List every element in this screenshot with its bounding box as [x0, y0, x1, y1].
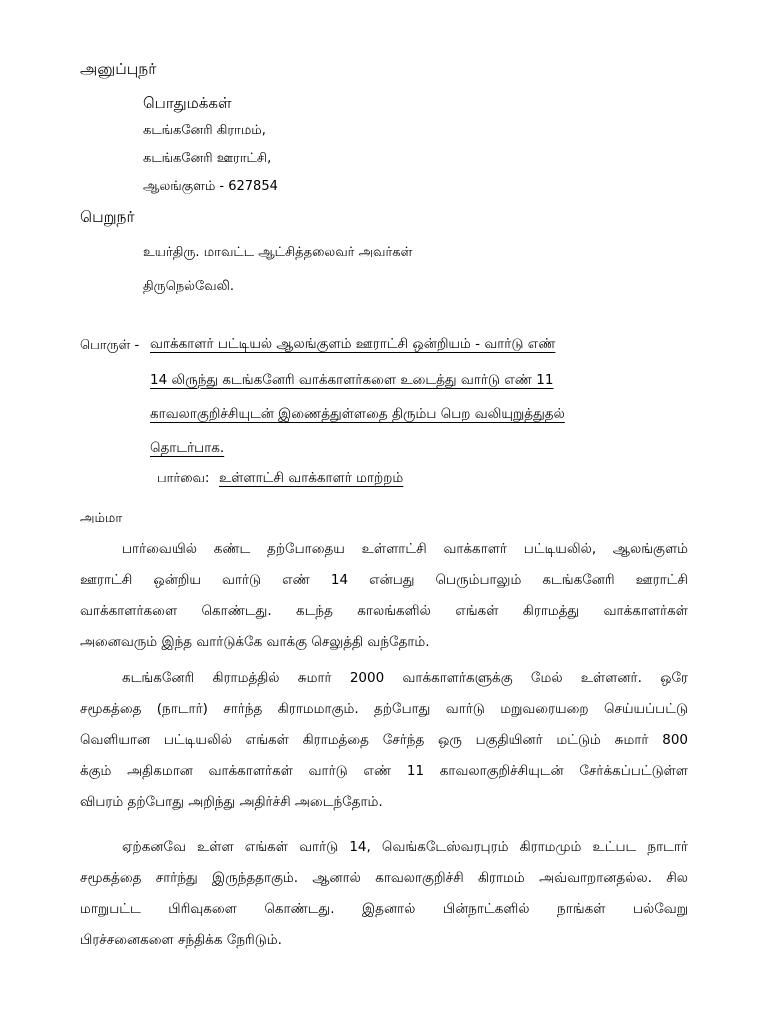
paragraph-line: ஏற்கனவே உள்ள எங்கள் வார்டு 14, வெங்கடேஸ்வரபுரம் கிராமமும் உட்பட நாடார் [122, 839, 688, 855]
body-paragraph-1 [80, 534, 688, 658]
subject-label: பொருள் - [80, 338, 140, 353]
sender-name: பொதுமக்கள் [143, 94, 232, 112]
paragraph-line: க்கும் அதிகமான வாக்காளர்கள் வார்டு எண் 11 காவலாகுறிச்சியுடன் சேர்க்கப்பட்டுள்ள [80, 763, 688, 779]
sender-town-pincode: ஆலங்குளம் - 627854 [143, 179, 278, 194]
paragraph-line: சமூகத்தை சார்ந்து இருந்ததாகும். ஆனால் காவலாகுறிச்சி கிராமம் அவ்வாறானதல்ல. சில [80, 870, 688, 886]
paragraph-line: பார்வையில் கண்ட தற்போதைய உள்ளாட்சி வாக்காளர் பட்டியலில், ஆலங்குளம் [122, 541, 688, 557]
subject-line-1: வாக்காளர் பட்டியல் ஆலங்குளம் ஊராட்சி ஒன்றியம் - வார்டு எண் [150, 336, 556, 352]
reference-text: உள்ளாட்சி வாக்காளர் மாற்றம் [219, 470, 404, 486]
body-paragraph-2 [80, 663, 688, 818]
paragraph-line: ஊராட்சி ஒன்றிய வார்டு எண் 14 என்பது பெரும்பாலும் கடங்கனேரி ஊராட்சி [80, 572, 688, 588]
paragraph-line: மாறுபட்ட பிரிவுகளை கொண்டது. இதனால் பின்நாட்களில் நாங்கள் பல்வேறு [80, 901, 688, 917]
reference-label: பார்வை: [157, 471, 210, 486]
recipient-place: திருநெல்வேலி. [143, 279, 234, 294]
recipient-heading: பெறுநர் [80, 208, 135, 226]
subject-line-2: 14 லிருந்து கடங்கனேரி வாக்காளர்களை உடைத்து வார்டு எண் 11 [150, 372, 554, 388]
subject-line-4: தொடர்பாக. [150, 440, 225, 456]
recipient-title: உயர்திரு. மாவட்ட ஆட்சித்தலைவர் அவர்கள் [143, 245, 413, 260]
paragraph-line: வெளியான பட்டியலில் எங்கள் கிராமத்தை சேர்ந்த ஒரு பகுதியினர் மட்டும் சுமார் 800 [80, 732, 688, 748]
sender-village: கடங்கனேரி கிராமம், [143, 123, 266, 138]
paragraph-line: பிரச்சனைகளை சந்திக்க நேரிடும். [80, 932, 282, 948]
paragraph-line: வாக்காளர்களை கொண்டது. கடந்த காலங்களில் எங்கள் கிராமத்து வாக்காளர்கள் [80, 603, 688, 619]
paragraph-line: அனைவரும் இந்த வார்டுக்கே வாக்கு செலுத்தி வந்தோம். [80, 634, 430, 650]
paragraph-line: விபரம் தற்போது அறிந்து அதிர்ச்சி அடைந்தோம். [80, 794, 383, 810]
body-paragraph-3 [80, 832, 688, 956]
paragraph-line: சமூகத்தை (நாடார்) சார்ந்த கிராமமாகும். தற்போது வார்டு மறுவரையறை செய்யப்பட்டு [80, 701, 688, 717]
subject-line-3: காவலாகுறிச்சியுடன் இணைத்துள்ளதை திரும்ப பெற வலியுறுத்துதல் [150, 406, 565, 422]
sender-heading: அனுப்புநர் [80, 60, 157, 78]
salutation: அம்மா [80, 511, 123, 526]
sender-panchayat: கடங்கனேரி ஊராட்சி, [143, 151, 272, 166]
paragraph-line: கடங்கனேரி கிராமத்தில் சுமார் 2000 வாக்காளர்களுக்கு மேல் உள்ளனர். ஒரே [122, 670, 688, 686]
